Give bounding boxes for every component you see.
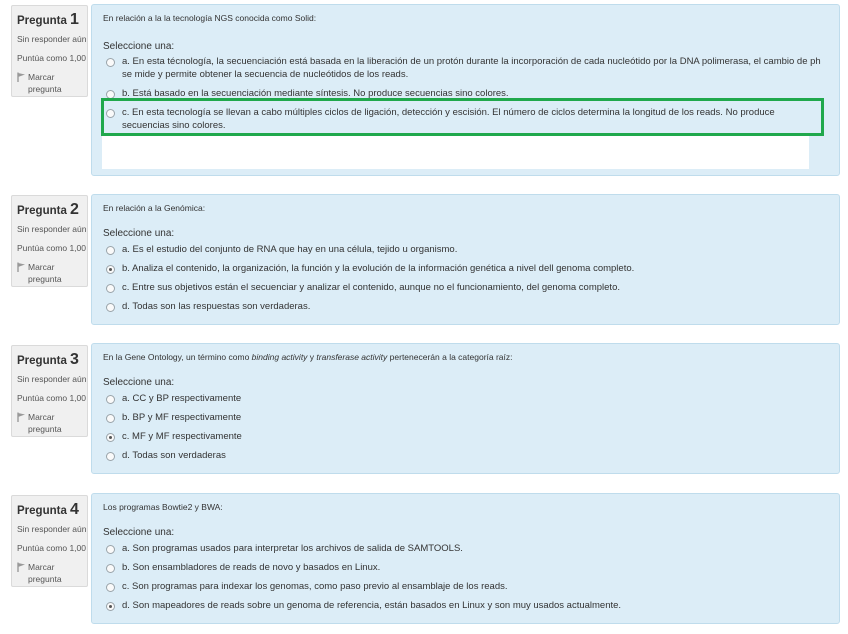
- answer-option-a[interactable]: [103, 542, 821, 555]
- answer-options: [103, 392, 821, 468]
- answer-option-a[interactable]: [103, 392, 821, 405]
- flag-label: Marcar pregunta: [28, 262, 62, 284]
- flag-icon: [17, 412, 26, 422]
- radio-button[interactable]: [106, 564, 115, 573]
- question-label: Pregunta: [17, 355, 67, 367]
- answer-option-c[interactable]: [103, 580, 821, 593]
- question-label: Pregunta: [17, 15, 67, 27]
- question-text-term: binding activity: [251, 352, 308, 362]
- question-text-term: transferase activity: [316, 352, 388, 362]
- question-text: Los programas Bowtie2 y BWA:: [103, 502, 223, 512]
- answer-options: [103, 542, 821, 618]
- option-label: d. Todas son verdaderas: [122, 450, 226, 461]
- question-status: Sin responder aún: [17, 34, 87, 44]
- question-info: [11, 5, 88, 97]
- question-text-part: y: [307, 352, 317, 362]
- question-text: En relación a la Genómica:: [103, 203, 206, 213]
- option-label: c. Entre sus objetivos están el secuenciar y analizar el contenido, aunque no el funcionamiento, del genoma completo.: [122, 282, 620, 293]
- flag-question-link[interactable]: [17, 411, 87, 435]
- answer-option-b[interactable]: [103, 411, 821, 424]
- question-number: 2: [70, 201, 79, 218]
- question-content: [91, 493, 840, 624]
- option-label: c. Son programas para indexar los genomas, como paso previo al ensamblaje de los reads.: [122, 581, 508, 592]
- answer-option-b[interactable]: [103, 262, 821, 275]
- radio-button[interactable]: [106, 109, 115, 118]
- radio-button[interactable]: [106, 545, 115, 554]
- answer-options: [103, 243, 821, 319]
- answer-prompt: Seleccione una:: [103, 377, 175, 388]
- option-label: b. Analiza el contenido, la organización, la función y la evolución de la información genética a nivel dell genoma completo.: [122, 263, 635, 274]
- question-score: Puntúa como 1,00: [17, 543, 86, 553]
- option-label: d. Todas son las respuestas son verdaderas.: [122, 301, 311, 312]
- flag-label: Marcar pregunta: [28, 72, 62, 94]
- answer-option-b[interactable]: [103, 87, 821, 100]
- question-status: Sin responder aún: [17, 224, 87, 234]
- question-info: [11, 345, 88, 437]
- question-number: 3: [70, 351, 79, 368]
- option-label: a. CC y BP respectivamente: [122, 393, 242, 404]
- option-label: c. MF y MF respectivamente: [122, 431, 242, 442]
- question-number: 4: [70, 501, 79, 518]
- question-title: [17, 11, 87, 30]
- question-status: Sin responder aún: [17, 374, 87, 384]
- radio-button[interactable]: [106, 90, 115, 99]
- question-score: Puntúa como 1,00: [17, 393, 86, 403]
- question-text: [103, 352, 513, 362]
- answer-prompt: Seleccione una:: [103, 527, 175, 538]
- question-info: [11, 195, 88, 287]
- answer-option-b[interactable]: [103, 561, 821, 574]
- option-label: a. Es el estudio del conjunto de RNA que hay en una célula, tejido u organismo.: [122, 244, 458, 255]
- option-label: c. En esta tecnología se llevan a cabo múltiples ciclos de ligación, detección y escisión. El número de ciclos determina la longitud de los reads. No produce secuencias sino colores.: [122, 107, 775, 131]
- radio-button[interactable]: [106, 583, 115, 592]
- option-label: a. En esta técnología, la secuenciación está basada en la liberación de un protón durante la incorporación de cada nucleótido por la DNA polimerasa, el cambio de ph se mide y permite obtener la secuencia de nucleótidos de los reads.: [122, 56, 821, 80]
- question-text-part: En la Gene Ontology, un término como: [103, 352, 252, 362]
- radio-button[interactable]: [106, 284, 115, 293]
- answer-option-c[interactable]: [103, 106, 821, 132]
- question-content: [91, 4, 840, 176]
- answer-option-c[interactable]: [103, 430, 821, 443]
- flag-icon: [17, 262, 26, 272]
- option-label: a. Son programas usados para interpretar los archivos de salida de SAMTOOLS.: [122, 543, 463, 554]
- radio-button[interactable]: [106, 265, 115, 274]
- answer-option-a[interactable]: [103, 55, 821, 81]
- answer-options: [103, 55, 821, 138]
- question-score: Puntúa como 1,00: [17, 53, 86, 63]
- question-number: 1: [70, 11, 79, 28]
- radio-button[interactable]: [106, 414, 115, 423]
- flag-question-link[interactable]: [17, 561, 87, 585]
- answer-prompt: Seleccione una:: [103, 41, 175, 52]
- question-status: Sin responder aún: [17, 524, 87, 534]
- answer-option-d[interactable]: [103, 599, 821, 612]
- flag-question-link[interactable]: [17, 261, 87, 285]
- question-title: [17, 351, 87, 370]
- blank-area: [102, 133, 809, 169]
- radio-button[interactable]: [106, 433, 115, 442]
- option-label: b. Son ensambladores de reads de novo y basados en Linux.: [122, 562, 381, 573]
- radio-button[interactable]: [106, 452, 115, 461]
- question-content: [91, 194, 840, 325]
- radio-button[interactable]: [106, 602, 115, 611]
- answer-option-d[interactable]: [103, 449, 821, 462]
- question-content: [91, 343, 840, 474]
- answer-option-d[interactable]: [103, 300, 821, 313]
- option-label: b. Está basado en la secuenciación mediante síntesis. No produce secuencias sino colores.: [122, 88, 509, 99]
- answer-prompt: Seleccione una:: [103, 228, 175, 239]
- flag-icon: [17, 562, 26, 572]
- option-label: b. BP y MF respectivamente: [122, 412, 242, 423]
- question-label: Pregunta: [17, 505, 67, 517]
- flag-icon: [17, 72, 26, 82]
- radio-button[interactable]: [106, 246, 115, 255]
- radio-button[interactable]: [106, 58, 115, 67]
- flag-label: Marcar pregunta: [28, 412, 62, 434]
- option-label: d. Son mapeadores de reads sobre un genoma de referencia, están basados en Linux y son muy usados actualmente.: [122, 600, 622, 611]
- question-score: Puntúa como 1,00: [17, 243, 86, 253]
- question-text: En relación a la la tecnología NGS conocida como Solid:: [103, 13, 317, 23]
- question-info: [11, 495, 88, 587]
- answer-option-a[interactable]: [103, 243, 821, 256]
- question-label: Pregunta: [17, 205, 67, 217]
- radio-button[interactable]: [106, 303, 115, 312]
- radio-button[interactable]: [106, 395, 115, 404]
- question-title: [17, 201, 87, 220]
- answer-option-c[interactable]: [103, 281, 821, 294]
- question-title: [17, 501, 87, 520]
- flag-label: Marcar pregunta: [28, 562, 62, 584]
- flag-question-link[interactable]: [17, 71, 87, 95]
- question-text-part: pertenecerán a la categoría raíz:: [387, 352, 513, 362]
